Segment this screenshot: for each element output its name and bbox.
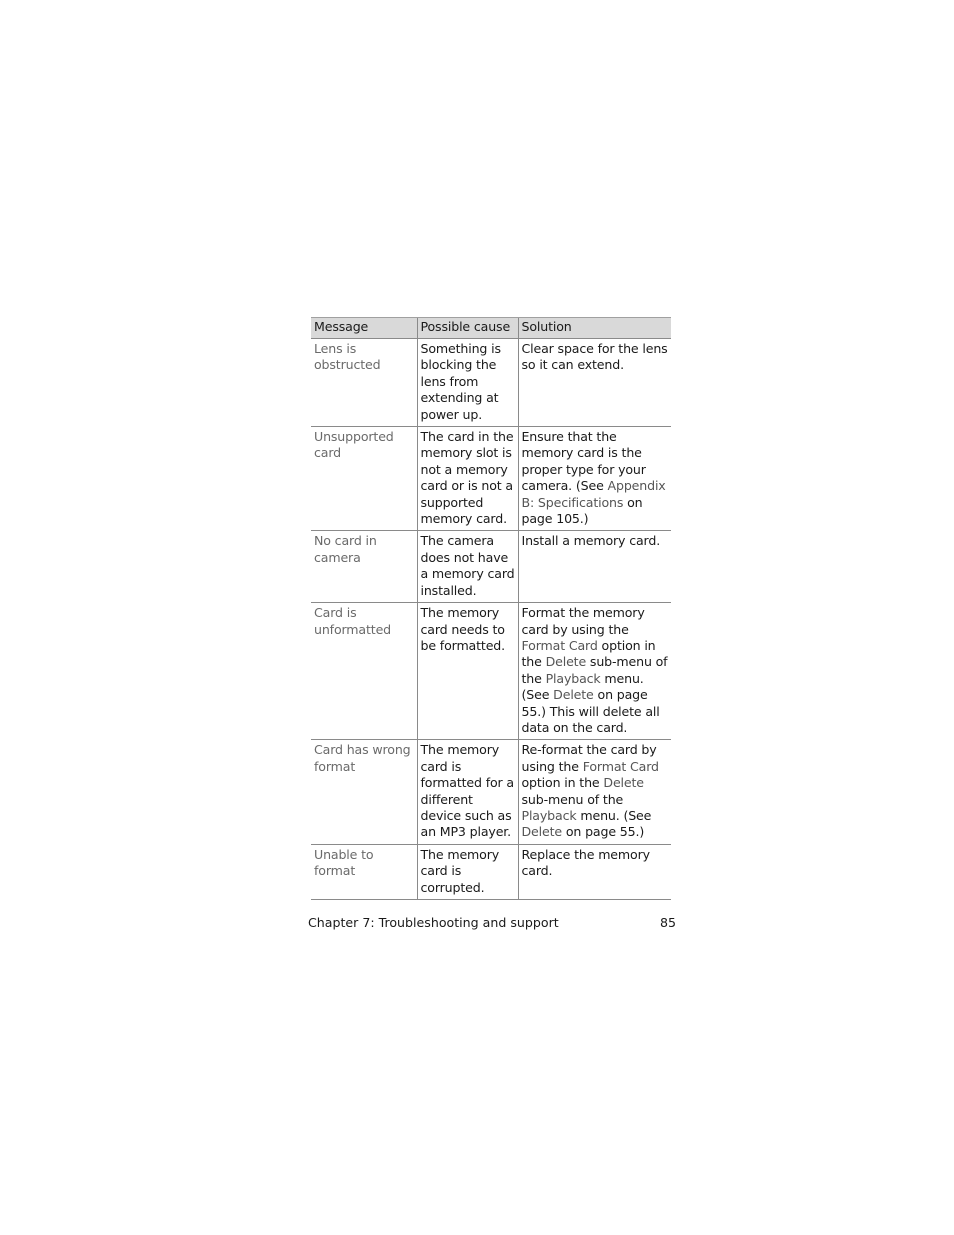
troubleshooting-table: [311, 317, 671, 900]
message-cell: Lens is obstructed: [311, 339, 417, 427]
cause-cell: The camera does not have a memory card installed.: [417, 531, 518, 603]
solution-text: Format the memory card by using the: [521, 605, 645, 637]
table-body: [311, 339, 671, 900]
ui-term: Playback: [545, 670, 601, 686]
footer-chapter-title: Chapter 7: Troubleshooting and support: [308, 915, 559, 930]
table-row: [311, 339, 671, 427]
table-row: [311, 603, 671, 740]
solution-text: Re-format the card by using the: [521, 742, 657, 774]
cause-cell: The card in the memory slot is not a memory card or is not a supported memory card.: [417, 427, 518, 531]
solution-cell: [518, 740, 671, 844]
ui-term: Appendix B: Specifications: [521, 478, 666, 510]
table-row: [311, 844, 671, 899]
message-cell: Unable to format: [311, 844, 417, 899]
cause-cell: The memory card needs to be formatted.: [417, 603, 518, 740]
solution-text: sub-menu of the: [521, 791, 624, 807]
solution-text: menu. (See: [576, 807, 652, 823]
solution-text: option in the: [521, 637, 656, 670]
ui-term: Delete: [603, 775, 644, 791]
table-header-row: [311, 318, 671, 339]
header-solution: Solution: [518, 318, 671, 339]
message-cell: Unsupported card: [311, 427, 417, 531]
message-cell: Card is unformatted: [311, 603, 417, 740]
cause-cell: Something is blocking the lens from extending at power up.: [417, 339, 518, 427]
message-cell: No card in camera: [311, 531, 417, 603]
solution-cell: [518, 339, 671, 427]
solution-text: on page 105.): [521, 494, 643, 527]
footer-page-number: 85: [660, 915, 677, 930]
table-row: [311, 427, 671, 531]
table-row: [311, 740, 671, 844]
solution-text: Clear space for the lens so it can extend.: [521, 341, 668, 373]
table-row: [311, 531, 671, 603]
ui-term: Delete: [521, 824, 562, 840]
solution-cell: [518, 603, 671, 740]
solution-text: option in the: [521, 775, 604, 791]
solution-text: sub-menu of the: [521, 654, 668, 686]
ui-term: Format Card: [521, 637, 598, 653]
cause-cell: The memory card is corrupted.: [417, 844, 518, 899]
solution-text: Ensure that the memory card is the proper type for your camera. (See: [521, 429, 646, 494]
ui-term: Delete: [553, 687, 594, 703]
cause-cell: The memory card is formatted for a different device such as an MP3 player.: [417, 740, 518, 844]
solution-text: on page 55.) This will delete all data on the card.: [521, 687, 660, 735]
ui-term: Delete: [545, 654, 587, 670]
solution-cell: [518, 427, 671, 531]
solution-cell: [518, 531, 671, 603]
ui-term: Format Card: [582, 758, 659, 774]
solution-text: menu. (See: [521, 670, 644, 703]
solution-cell: [518, 844, 671, 899]
solution-text: Install a memory card.: [521, 533, 661, 549]
message-cell: Card has wrong format: [311, 740, 417, 844]
solution-text: Replace the memory card.: [521, 846, 650, 879]
solution-text: on page 55.): [561, 824, 645, 840]
header-possible-cause: Possible cause: [417, 318, 518, 339]
ui-term: Playback: [521, 807, 577, 823]
header-message: Message: [311, 318, 417, 339]
